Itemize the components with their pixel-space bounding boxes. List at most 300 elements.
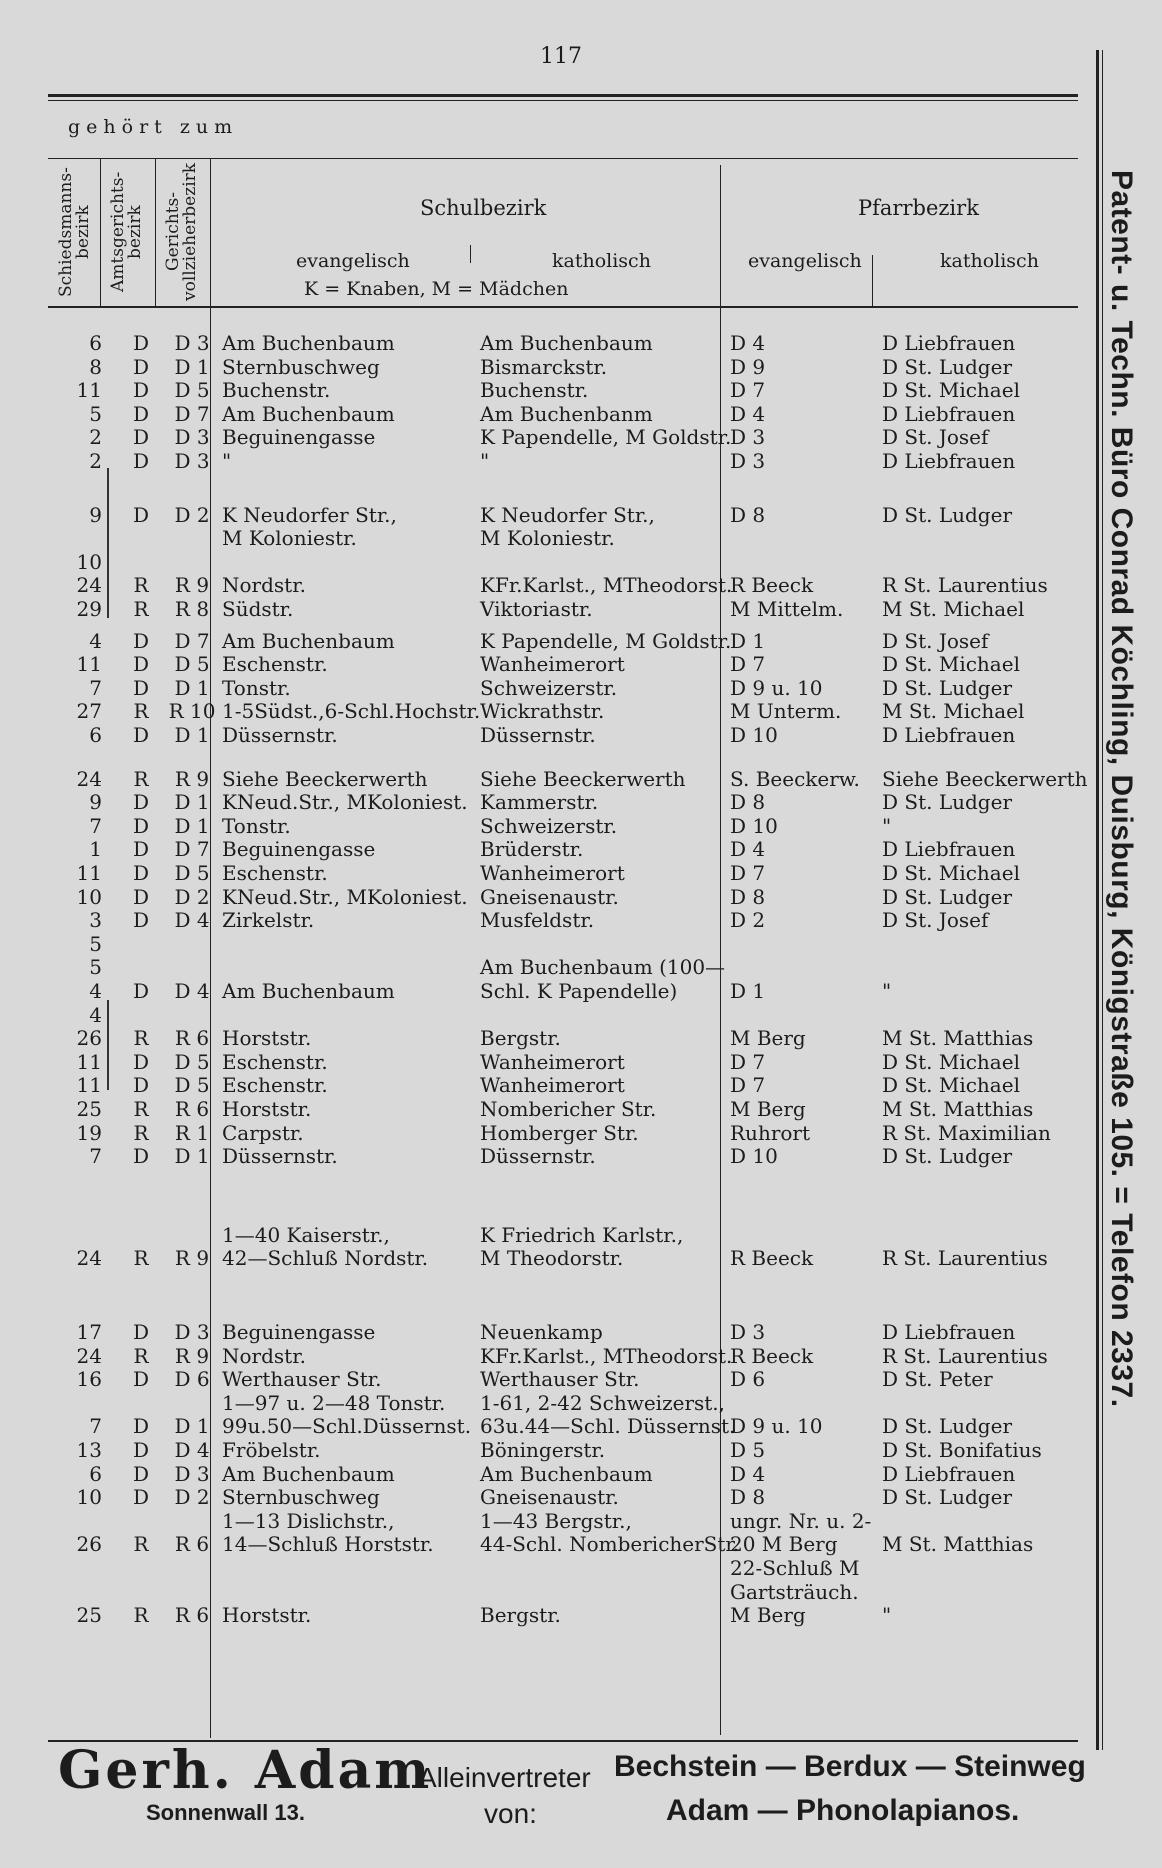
cell-gv: D 2 bbox=[174, 884, 210, 909]
header-legend: K = Knaben, M = Mädchen bbox=[304, 278, 569, 300]
cell-ev: Am Buchenbaum bbox=[222, 979, 395, 1003]
cell-ka: K Friedrich Karlstr., bbox=[480, 1222, 684, 1247]
cell-pe: D 7 bbox=[730, 861, 766, 885]
cell-ev: Düssernstr. bbox=[222, 1144, 338, 1169]
cell-gv: D 6 bbox=[174, 1367, 210, 1392]
cell-ev: Werthauser Str. bbox=[222, 1367, 382, 1392]
cell-ev: Am Buchenbaum bbox=[222, 1461, 395, 1486]
header-pf-katholisch: katholisch bbox=[940, 250, 1039, 272]
cell-sch: 10 bbox=[76, 549, 102, 574]
cell-gv: D 3 bbox=[174, 1320, 210, 1344]
cell-sch: 13 bbox=[76, 1438, 102, 1462]
cell-ev: 99u.50—Schl.Düssernst. bbox=[222, 1414, 472, 1439]
cell-pe: D 7 bbox=[730, 1073, 766, 1098]
cell-ag: D bbox=[132, 401, 150, 426]
cell-gv: D 3 bbox=[174, 1461, 210, 1486]
cell-ag: R bbox=[133, 597, 149, 621]
cell-pe: Ruhrort bbox=[730, 1120, 811, 1145]
cell-pe: D 7 bbox=[730, 1049, 766, 1074]
cell-gv: D 5 bbox=[174, 378, 210, 403]
ad-brands-line2: Adam — Phonolapianos. bbox=[666, 1794, 1020, 1827]
cell-pe: 22-Schluß M bbox=[730, 1556, 860, 1580]
cell-pe: D 10 bbox=[730, 723, 778, 747]
cell-ev: Beguinengasse bbox=[222, 1320, 376, 1344]
cell-ka: Am Buchenbaum bbox=[480, 1461, 653, 1486]
header-schulbezirk: Schulbezirk bbox=[420, 196, 547, 220]
cell-sch: 2 bbox=[89, 449, 102, 473]
cell-ag: D bbox=[132, 1320, 150, 1344]
cell-sch: 3 bbox=[89, 908, 102, 933]
cell-ev: Eschenstr. bbox=[222, 652, 328, 677]
cell-ev: Siehe Beeckerwerth bbox=[222, 766, 428, 791]
cell-pk: M St. Matthias bbox=[882, 1026, 1034, 1051]
cell-gv: D 4 bbox=[174, 1438, 210, 1462]
cell-pe: D 8 bbox=[730, 790, 766, 815]
cell-pe: D 9 bbox=[730, 354, 766, 379]
cell-gv: R 6 bbox=[174, 1603, 210, 1628]
cell-sch: 7 bbox=[89, 1414, 102, 1439]
cell-pe: M Unterm. bbox=[730, 699, 842, 724]
cell-gv: R 9 bbox=[174, 766, 210, 791]
header-divider bbox=[100, 158, 101, 308]
cell-ka: Schweizerstr. bbox=[480, 813, 618, 838]
cell-ev: Sternbuschweg bbox=[222, 1485, 380, 1510]
cell-ka: 1-61, 2-42 Schweizerst., bbox=[480, 1390, 726, 1415]
cell-pe: D 9 u. 10 bbox=[730, 1414, 823, 1439]
cell-pk: D St. Josef bbox=[882, 908, 989, 933]
cell-ag: R bbox=[133, 573, 149, 598]
cell-ev: KNeud.Str., MKoloniest. bbox=[222, 790, 468, 815]
cell-sch: 11 bbox=[76, 1073, 102, 1098]
cell-ka: " bbox=[480, 449, 490, 473]
cell-pk: R St. Maximilian bbox=[882, 1120, 1051, 1145]
cell-pe: D 8 bbox=[730, 502, 766, 527]
cell-gv: D 5 bbox=[174, 1049, 210, 1074]
cell-ka: Am Buchenbaum bbox=[480, 331, 653, 355]
cell-ev: Nordstr. bbox=[222, 573, 306, 598]
cell-ag: R bbox=[133, 1343, 149, 1368]
ad-address: Sonnenwall 13. bbox=[146, 1800, 305, 1825]
cell-ag: D bbox=[132, 884, 150, 909]
cell-ag: R bbox=[133, 1026, 149, 1051]
sidebar-rule bbox=[1096, 50, 1099, 1750]
header-gerichtsvollzieher: Gerichts-vollzieherbezirk bbox=[163, 162, 200, 302]
cell-sch: 10 bbox=[76, 884, 102, 909]
cell-ka: Homberger Str. bbox=[480, 1120, 639, 1145]
cell-gv: D 4 bbox=[174, 908, 210, 933]
cell-ag: D bbox=[132, 1485, 150, 1510]
cell-gv: D 2 bbox=[174, 502, 210, 527]
cell-ag: D bbox=[132, 354, 150, 379]
column-divider bbox=[720, 165, 721, 1735]
cell-ka: K Papendelle, M Goldstr. bbox=[480, 628, 732, 653]
cell-pk: D Liebfrauen bbox=[882, 837, 1016, 862]
cell-gv: D 7 bbox=[174, 628, 210, 653]
cell-sch: 9 bbox=[89, 502, 102, 527]
header-bottom-rule bbox=[48, 306, 1078, 308]
cell-pe: ungr. Nr. u. 2- bbox=[730, 1508, 872, 1533]
cell-sch: 9 bbox=[89, 790, 102, 815]
cell-ag: D bbox=[132, 861, 150, 885]
bottom-ad bbox=[52, 1740, 1102, 1860]
cell-pk: D Liebfrauen bbox=[882, 1461, 1016, 1486]
header-divider bbox=[155, 158, 156, 308]
cell-ka: K Neudorfer Str., bbox=[480, 502, 655, 527]
brace bbox=[107, 468, 109, 618]
cell-ag: D bbox=[132, 331, 150, 355]
cell-gv: R 9 bbox=[174, 573, 210, 598]
cell-ka: Am Buchenbaum (100— bbox=[480, 955, 726, 980]
cell-sch: 29 bbox=[76, 597, 102, 621]
cell-gv: R 9 bbox=[174, 1343, 210, 1368]
cell-ev: Beguinengasse bbox=[222, 425, 376, 450]
cell-ka: Düssernstr. bbox=[480, 1144, 596, 1169]
cell-pe: M Berg bbox=[730, 1603, 806, 1628]
cell-pk: D St. Michael bbox=[882, 652, 1020, 677]
cell-pe: D 1 bbox=[730, 979, 766, 1003]
cell-ev: Carpstr. bbox=[222, 1120, 304, 1145]
cell-pk: D St. Michael bbox=[882, 378, 1020, 403]
cell-pe: M Berg bbox=[730, 1097, 806, 1121]
cell-ka: Wickrathstr. bbox=[480, 699, 605, 724]
cell-ka: 63u.44—Schl. Düssernst. bbox=[480, 1414, 736, 1439]
cell-ka: 44-Schl. NombericherStr. bbox=[480, 1532, 740, 1557]
cell-ev: KNeud.Str., MKoloniest. bbox=[222, 884, 468, 909]
cell-ev: Horststr. bbox=[222, 1097, 312, 1121]
cell-pk: " bbox=[882, 813, 892, 838]
cell-pe: 20 M Berg bbox=[730, 1532, 838, 1557]
cell-sch: 2 bbox=[89, 425, 102, 450]
top-rule-thin bbox=[48, 100, 1078, 101]
cell-gv: R 9 bbox=[174, 1246, 210, 1271]
cell-ka: Gneisenaustr. bbox=[480, 1485, 619, 1510]
header-pf-evangelisch: evangelisch bbox=[748, 250, 862, 272]
cell-sch: 7 bbox=[89, 1144, 102, 1169]
cell-pk: " bbox=[882, 979, 892, 1003]
cell-ka: Düssernstr. bbox=[480, 723, 596, 747]
header-katholisch: katholisch bbox=[552, 250, 651, 272]
cell-sch: 1 bbox=[89, 837, 102, 862]
brace bbox=[107, 1000, 109, 1090]
cell-ev: 14—Schluß Horststr. bbox=[222, 1532, 434, 1557]
cell-sch: 4 bbox=[89, 979, 102, 1003]
cell-gv: R 1 bbox=[174, 1120, 210, 1145]
cell-ev: 1—13 Dislichstr., bbox=[222, 1508, 395, 1533]
cell-sch: 11 bbox=[76, 378, 102, 403]
cell-pk: " bbox=[882, 1603, 892, 1628]
cell-pk: D St. Josef bbox=[882, 628, 989, 653]
cell-ka: Bergstr. bbox=[480, 1026, 561, 1051]
cell-ev: Fröbelstr. bbox=[222, 1438, 321, 1462]
cell-sch: 5 bbox=[89, 401, 102, 426]
cell-pk: D St. Josef bbox=[882, 425, 989, 450]
cell-gv: D 5 bbox=[174, 1073, 210, 1098]
cell-ag: D bbox=[132, 1461, 150, 1486]
cell-pk: D St. Ludger bbox=[882, 884, 1013, 909]
cell-gv: D 3 bbox=[174, 425, 210, 450]
cell-sch: 17 bbox=[76, 1320, 102, 1344]
cell-sch: 25 bbox=[76, 1603, 102, 1628]
cell-ka: Wanheimerort bbox=[480, 861, 625, 885]
cell-pk: D St. Michael bbox=[882, 861, 1020, 885]
cell-pe: D 1 bbox=[730, 628, 766, 653]
cell-pk: D St. Peter bbox=[882, 1367, 993, 1392]
cell-pe: D 5 bbox=[730, 1438, 766, 1462]
cell-ev: Düssernstr. bbox=[222, 723, 338, 747]
cell-ka: KFr.Karlst., MTheodorst. bbox=[480, 1343, 733, 1368]
cell-ka: KFr.Karlst., MTheodorst. bbox=[480, 573, 733, 598]
cell-pe: D 7 bbox=[730, 652, 766, 677]
cell-sch: 24 bbox=[76, 573, 102, 598]
cell-pe: D 7 bbox=[730, 378, 766, 403]
cell-ag: D bbox=[132, 1144, 150, 1169]
cell-pe: D 2 bbox=[730, 908, 766, 933]
cell-sch: 7 bbox=[89, 813, 102, 838]
cell-ev: Eschenstr. bbox=[222, 1049, 328, 1074]
cell-ka: 1—43 Bergstr., bbox=[480, 1508, 632, 1533]
cell-pe: D 4 bbox=[730, 837, 766, 862]
cell-ag: R bbox=[133, 1097, 149, 1121]
cell-sch: 6 bbox=[89, 331, 102, 355]
cell-pk: D St. Ludger bbox=[882, 354, 1013, 379]
cell-ka: Nombericher Str. bbox=[480, 1097, 657, 1121]
cell-ev: Am Buchenbaum bbox=[222, 628, 395, 653]
cell-gv: R 6 bbox=[174, 1532, 210, 1557]
cell-ka: Werthauser Str. bbox=[480, 1367, 640, 1392]
cell-pe: D 6 bbox=[730, 1367, 766, 1392]
cell-pe: D 8 bbox=[730, 1485, 766, 1510]
cell-ka: Böningerstr. bbox=[480, 1438, 606, 1462]
cell-pe: D 3 bbox=[730, 425, 766, 450]
cell-ka: K Papendelle, M Goldstr. bbox=[480, 425, 732, 450]
cell-ev: Am Buchenbaum bbox=[222, 331, 395, 355]
cell-gv: D 3 bbox=[174, 331, 210, 355]
cell-ag: D bbox=[132, 1367, 150, 1392]
cell-sch: 8 bbox=[89, 354, 102, 379]
cell-ag: D bbox=[132, 378, 150, 403]
cell-ag: D bbox=[132, 502, 150, 527]
cell-pk: R St. Laurentius bbox=[882, 1246, 1048, 1271]
cell-pk: M St. Matthias bbox=[882, 1532, 1034, 1557]
cell-sch: 25 bbox=[76, 1097, 102, 1121]
cell-pe: R Beeck bbox=[730, 1246, 814, 1271]
cell-gv: D 5 bbox=[174, 861, 210, 885]
cell-ka: Siehe Beeckerwerth bbox=[480, 766, 686, 791]
cell-pe: R Beeck bbox=[730, 1343, 814, 1368]
cell-pk: D St. Ludger bbox=[882, 1414, 1013, 1439]
cell-ag: D bbox=[132, 837, 150, 862]
cell-pe: D 3 bbox=[730, 1320, 766, 1344]
cell-pe: D 10 bbox=[730, 1144, 778, 1169]
cell-pk: Siehe Beeckerwerth bbox=[882, 766, 1088, 791]
cell-ka: Bergstr. bbox=[480, 1603, 561, 1628]
cell-ag: R bbox=[133, 1120, 149, 1145]
cell-ev: " bbox=[222, 449, 232, 473]
cell-ka: Buchenstr. bbox=[480, 378, 589, 403]
cell-sch: 10 bbox=[76, 1485, 102, 1510]
cell-pk: D Liebfrauen bbox=[882, 723, 1016, 747]
cell-pk: M St. Michael bbox=[882, 597, 1025, 621]
cell-pe: D 9 u. 10 bbox=[730, 675, 823, 700]
cell-pk: D St. Michael bbox=[882, 1073, 1020, 1098]
cell-ka: M Theodorstr. bbox=[480, 1246, 624, 1271]
cell-pe: D 4 bbox=[730, 401, 766, 426]
cell-pk: M St. Matthias bbox=[882, 1097, 1034, 1121]
cell-ka: Kammerstr. bbox=[480, 790, 599, 815]
cell-pe: R Beeck bbox=[730, 573, 814, 598]
cell-pk: D St. Ludger bbox=[882, 675, 1013, 700]
cell-sch: 4 bbox=[89, 628, 102, 653]
cell-sch: 24 bbox=[76, 1343, 102, 1368]
cell-pk: D Liebfrauen bbox=[882, 401, 1016, 426]
cell-ka: Neuenkamp bbox=[480, 1320, 603, 1344]
cell-sch: 16 bbox=[76, 1367, 102, 1392]
cell-ag: D bbox=[132, 449, 150, 473]
cell-sch: 19 bbox=[76, 1120, 102, 1145]
cell-ev: Tonstr. bbox=[222, 813, 291, 838]
ad-agent-line1: Alleinvertreter bbox=[418, 1762, 591, 1793]
cell-ev: 1—97 u. 2—48 Tonstr. bbox=[222, 1390, 446, 1415]
cell-sch: 6 bbox=[89, 1461, 102, 1486]
cell-sch: 26 bbox=[76, 1532, 102, 1557]
header-top-rule bbox=[48, 158, 1078, 159]
cell-ag: D bbox=[132, 1438, 150, 1462]
cell-gv: D 1 bbox=[174, 1144, 210, 1169]
header-divider bbox=[872, 255, 873, 307]
cell-ev: Tonstr. bbox=[222, 675, 291, 700]
header-pfarrbezirk: Pfarrbezirk bbox=[858, 196, 979, 220]
cell-pk: D Liebfrauen bbox=[882, 331, 1016, 355]
cell-pk: R St. Laurentius bbox=[882, 1343, 1048, 1368]
cell-pk: D Liebfrauen bbox=[882, 449, 1016, 473]
cell-pe: D 4 bbox=[730, 1461, 766, 1486]
cell-pk: D St. Ludger bbox=[882, 1144, 1013, 1169]
cell-ev: 1—40 Kaiserstr., bbox=[222, 1222, 390, 1247]
cell-ev: 42—Schluß Nordstr. bbox=[222, 1246, 429, 1271]
sidebar-ad-text: Patent- u. Techn. Büro Conrad Köchling, Duisburg, Königstraße 105. = Telefon 2337. bbox=[1105, 170, 1138, 1408]
cell-gv: R 10 bbox=[168, 699, 216, 724]
cell-pe: D 8 bbox=[730, 884, 766, 909]
cell-pe: Gartsträuch. bbox=[730, 1579, 859, 1604]
cell-ka: Brüderstr. bbox=[480, 837, 584, 862]
cell-ev: 1-5Südst.,6-Schl.Hochstr. bbox=[222, 699, 481, 724]
cell-ka: Schl. K Papendelle) bbox=[480, 979, 678, 1003]
page-number: 117 bbox=[540, 44, 582, 69]
cell-ag: D bbox=[132, 1073, 150, 1098]
cell-ev: M Koloniestr. bbox=[222, 526, 357, 551]
cell-ev: Beguinengasse bbox=[222, 837, 376, 862]
cell-ka: Schweizerstr. bbox=[480, 675, 618, 700]
cell-sch: 11 bbox=[76, 1049, 102, 1074]
cell-sch: 27 bbox=[76, 699, 102, 724]
cell-pe: M Berg bbox=[730, 1026, 806, 1051]
cell-ag: D bbox=[132, 908, 150, 933]
top-rule bbox=[48, 94, 1078, 97]
cell-gv: D 1 bbox=[174, 354, 210, 379]
cell-ag: D bbox=[132, 813, 150, 838]
cell-sch: 11 bbox=[76, 861, 102, 885]
cell-ka: Am Buchenbanm bbox=[480, 401, 653, 426]
cell-sch: 6 bbox=[89, 723, 102, 747]
header-schiedsmann: Schiedsmanns-bezirk bbox=[56, 167, 93, 297]
ad-brands-line1: Bechstein — Berdux — Steinweg bbox=[614, 1750, 1086, 1783]
cell-ev: Am Buchenbaum bbox=[222, 401, 395, 426]
cell-ag: D bbox=[132, 1049, 150, 1074]
cell-gv: R 6 bbox=[174, 1026, 210, 1051]
cell-pe: D 3 bbox=[730, 449, 766, 473]
cell-ev: Horststr. bbox=[222, 1026, 312, 1051]
ad-name: Gerh. Adam bbox=[58, 1740, 433, 1801]
cell-ag: D bbox=[132, 425, 150, 450]
cell-ag: R bbox=[133, 1532, 149, 1557]
cell-pk: D St. Ludger bbox=[882, 1485, 1013, 1510]
header-amtsgericht: Amtsgerichts-bezirk bbox=[108, 171, 145, 293]
cell-ag: R bbox=[133, 766, 149, 791]
cell-gv: R 8 bbox=[174, 597, 210, 621]
cell-ag: D bbox=[132, 790, 150, 815]
cell-sch: 4 bbox=[89, 1002, 102, 1027]
cell-ka: Gneisenaustr. bbox=[480, 884, 619, 909]
cell-pe: D 10 bbox=[730, 813, 778, 838]
cell-gv: D 1 bbox=[174, 813, 210, 838]
heading: gehört zum bbox=[68, 116, 239, 138]
cell-ag: R bbox=[133, 1603, 149, 1628]
cell-ev: Horststr. bbox=[222, 1603, 312, 1628]
ad-agent-line2: von: bbox=[484, 1798, 537, 1829]
cell-gv: D 1 bbox=[174, 675, 210, 700]
cell-gv: R 6 bbox=[174, 1097, 210, 1121]
cell-ka: Viktoriastr. bbox=[480, 597, 593, 621]
cell-gv: D 3 bbox=[174, 449, 210, 473]
cell-ag: D bbox=[132, 675, 150, 700]
cell-ag: D bbox=[132, 652, 150, 677]
cell-ag: D bbox=[132, 628, 150, 653]
cell-ev: Zirkelstr. bbox=[222, 908, 315, 933]
cell-gv: D 7 bbox=[174, 837, 210, 862]
cell-gv: D 2 bbox=[174, 1485, 210, 1510]
cell-pk: D St. Ludger bbox=[882, 790, 1013, 815]
cell-ev: K Neudorfer Str., bbox=[222, 502, 397, 527]
cell-pk: M St. Michael bbox=[882, 699, 1025, 724]
header-evangelisch: evangelisch bbox=[296, 250, 410, 272]
header-divider bbox=[470, 245, 471, 263]
cell-pk: R St. Laurentius bbox=[882, 573, 1048, 598]
cell-sch: 11 bbox=[76, 652, 102, 677]
cell-sch: 5 bbox=[89, 931, 102, 956]
cell-pk: D St. Michael bbox=[882, 1049, 1020, 1074]
cell-pk: D St. Ludger bbox=[882, 502, 1013, 527]
cell-ag: D bbox=[132, 723, 150, 747]
cell-ev: Nordstr. bbox=[222, 1343, 306, 1368]
cell-pe: M Mittelm. bbox=[730, 597, 844, 621]
cell-ev: Eschenstr. bbox=[222, 1073, 328, 1098]
cell-ka: Musfeldstr. bbox=[480, 908, 595, 933]
cell-pk: D St. Bonifatius bbox=[882, 1438, 1042, 1462]
cell-gv: D 1 bbox=[174, 723, 210, 747]
cell-gv: D 1 bbox=[174, 790, 210, 815]
cell-gv: D 1 bbox=[174, 1414, 210, 1439]
cell-ev: Buchenstr. bbox=[222, 378, 331, 403]
cell-gv: D 5 bbox=[174, 652, 210, 677]
cell-ag: D bbox=[132, 1414, 150, 1439]
cell-ka: Wanheimerort bbox=[480, 1073, 625, 1098]
cell-ka: Bismarckstr. bbox=[480, 354, 608, 379]
cell-ka: M Koloniestr. bbox=[480, 526, 615, 551]
cell-ag: R bbox=[133, 699, 149, 724]
sidebar-rule-thin bbox=[1102, 50, 1103, 1750]
cell-gv: D 4 bbox=[174, 979, 210, 1003]
cell-sch: 26 bbox=[76, 1026, 102, 1051]
